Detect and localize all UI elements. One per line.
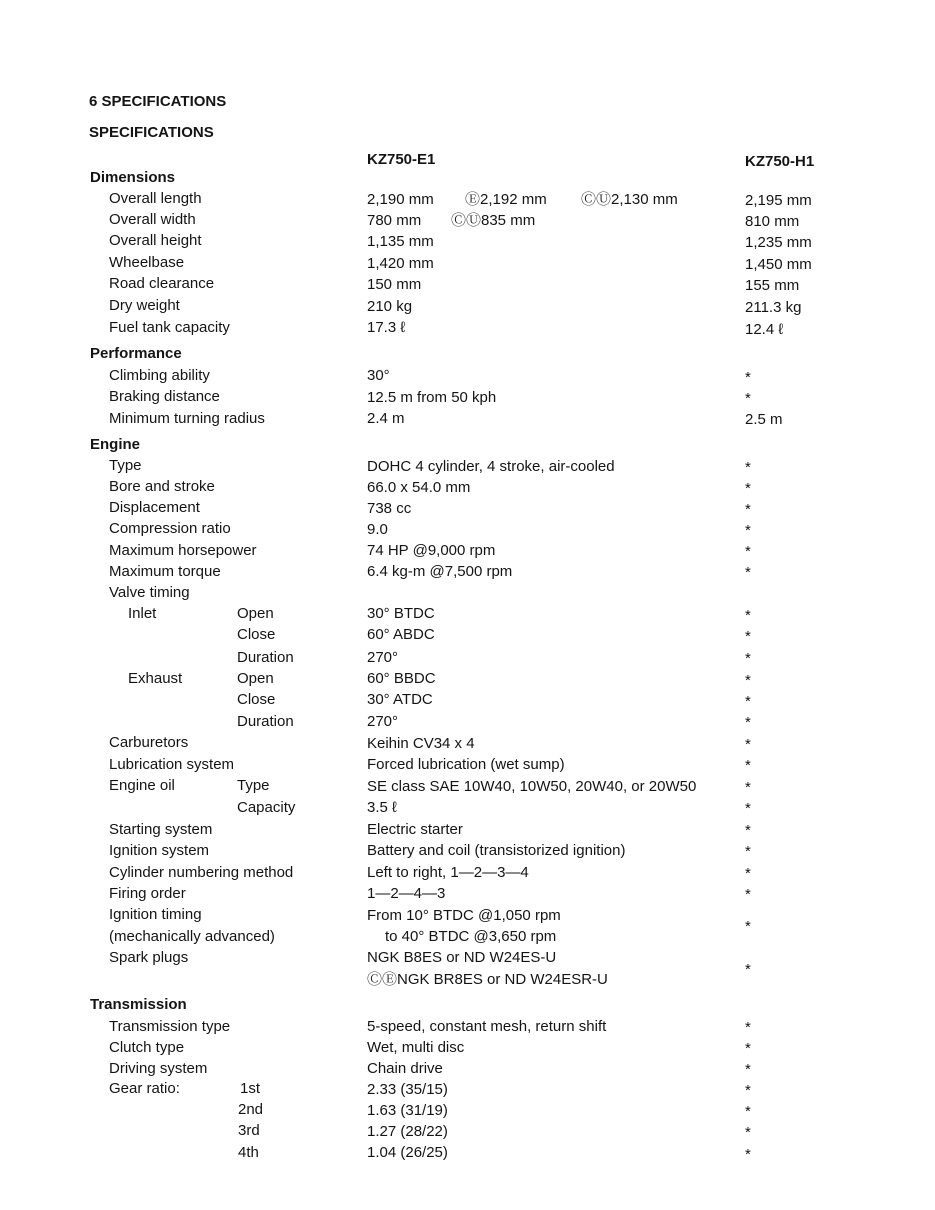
spec-value-h1: *: [745, 522, 751, 539]
spec-label: Ignition timing: [109, 906, 202, 923]
spec-value-e1: Chain drive: [367, 1060, 443, 1077]
spec-value-h1: *: [745, 822, 751, 839]
spec-label: Maximum horsepower: [109, 542, 257, 559]
section-transmission: Transmission: [90, 996, 187, 1013]
spec-label: Carburetors: [109, 734, 189, 751]
spec-value-h1: *: [745, 1019, 751, 1036]
spec-sublabel: Duration: [237, 649, 294, 666]
spec-value-e1: 1—2—4—3: [367, 885, 446, 902]
spec-label: Fuel tank capacity: [109, 319, 230, 336]
spec-value-e1-variant: ⒸⓊ835 mm: [451, 212, 536, 229]
spec-value-h1: 155 mm: [745, 277, 800, 294]
spec-label: Maximum torque: [109, 563, 221, 580]
spec-value-h1: *: [745, 501, 751, 518]
spec-value-e1: Left to right, 1—2—3—4: [367, 864, 529, 881]
spec-value-e1: 30°: [367, 367, 390, 384]
spec-value-e1: 66.0 x 54.0 mm: [367, 479, 471, 496]
spec-value-h1: *: [745, 757, 751, 774]
spec-value-h1: *: [745, 1124, 751, 1141]
spec-value-e1: Electric starter: [367, 821, 463, 838]
spec-value-h1: *: [745, 459, 751, 476]
spec-value-h1: *: [745, 369, 751, 386]
spec-value-e1: 270°: [367, 649, 399, 666]
spec-sublabel: Exhaust: [128, 670, 183, 687]
spec-label: Bore and stroke: [109, 478, 215, 495]
spec-label: Firing order: [109, 885, 186, 902]
spec-value-e1: Battery and coil (transistorized ignition): [367, 842, 626, 859]
spec-value-h1: *: [745, 1040, 751, 1057]
spec-value-h1: *: [745, 672, 751, 689]
spec-label: Minimum turning radius: [109, 410, 265, 427]
spec-label: Valve timing: [109, 584, 190, 601]
spec-value-h1: 810 mm: [745, 213, 800, 230]
spec-value-h1: *: [745, 650, 751, 667]
spec-value-h1: *: [745, 800, 751, 817]
spec-sublabel: Capacity: [237, 799, 296, 816]
spec-value-h1: *: [745, 918, 751, 935]
spec-sublabel: Open: [237, 605, 274, 622]
spec-value-e1: 60° ABDC: [367, 626, 435, 643]
spec-sublabel: Duration: [237, 713, 294, 730]
spec-label: Overall height: [109, 232, 202, 249]
spec-value-e1: 6.4 kg-m @7,500 rpm: [367, 563, 513, 580]
page-title: SPECIFICATIONS: [89, 124, 214, 141]
spec-label: Lubrication system: [109, 756, 235, 773]
spec-sublabel: Type: [237, 777, 270, 794]
spec-value-e1: 738 cc: [367, 500, 412, 517]
spec-value-e1: SE class SAE 10W40, 10W50, 20W40, or 20W50: [367, 778, 697, 795]
spec-value-e1: 2.33 (35/15): [367, 1081, 448, 1098]
spec-value-e1: 2,190 mm: [367, 191, 434, 208]
spec-label: Transmission type: [109, 1018, 231, 1035]
spec-value-h1: *: [745, 628, 751, 645]
spec-value-e1-variant: ⒸⓊ2,130 mm: [581, 191, 678, 208]
spec-value-h1: 1,235 mm: [745, 234, 812, 251]
spec-value-e1: 210 kg: [367, 298, 413, 315]
spec-value-e1: 1.63 (31/19): [367, 1102, 448, 1119]
spec-label: Overall width: [109, 211, 196, 228]
spec-value-e1: DOHC 4 cylinder, 4 stroke, air-cooled: [367, 458, 615, 475]
spec-value-e1: 74 HP @9,000 rpm: [367, 542, 496, 559]
spec-label: Gear ratio:: [109, 1080, 180, 1097]
spec-value-e1: 2.4 m: [367, 410, 405, 427]
spec-value-e1-variant: ⒸⒺNGK BR8ES or ND W24ESR-U: [367, 971, 608, 988]
spec-label: Engine oil: [109, 777, 175, 794]
spec-value-e1: From 10° BTDC @1,050 rpm: [367, 907, 561, 924]
spec-value-e1: NGK B8ES or ND W24ES-U: [367, 949, 557, 966]
spec-value-h1: *: [745, 1061, 751, 1078]
spec-value-h1: *: [745, 693, 751, 710]
spec-value-e1: Keihin CV34 x 4: [367, 735, 475, 752]
spec-value-e1: 12.5 m from 50 kph: [367, 389, 497, 406]
column-header-e1: KZ750-E1: [367, 151, 436, 168]
spec-value-h1: 12.4 ℓ: [745, 321, 784, 338]
spec-value-h1: *: [745, 736, 751, 753]
spec-label: Compression ratio: [109, 520, 231, 537]
spec-value-e1: 5-speed, constant mesh, return shift: [367, 1018, 607, 1035]
spec-value-e1: 780 mm: [367, 212, 422, 229]
spec-value-h1: 211.3 kg: [745, 299, 802, 316]
spec-label: Spark plugs: [109, 949, 189, 966]
spec-value-e1: 270°: [367, 713, 399, 730]
spec-value-e1: 60° BBDC: [367, 670, 436, 687]
spec-label: Starting system: [109, 821, 213, 838]
spec-value-h1: *: [745, 543, 751, 560]
spec-label: Cylinder numbering method: [109, 864, 294, 881]
spec-value-e1: Wet, multi disc: [367, 1039, 465, 1056]
spec-value-h1: *: [745, 390, 751, 407]
spec-value-e1: 1,420 mm: [367, 255, 434, 272]
spec-label: Displacement: [109, 499, 200, 516]
spec-sublabel: Close: [237, 626, 276, 643]
spec-value-h1: *: [745, 480, 751, 497]
spec-value-e1: 30° BTDC: [367, 605, 435, 622]
spec-value-h1: *: [745, 1082, 751, 1099]
spec-value-h1: 2.5 m: [745, 411, 783, 428]
spec-label: Overall length: [109, 190, 202, 207]
spec-value-h1: *: [745, 1103, 751, 1120]
spec-value-e1: 17.3 ℓ: [367, 319, 406, 336]
chapter-heading: 6 SPECIFICATIONS: [89, 93, 227, 110]
spec-sublabel: Inlet: [128, 605, 157, 622]
section-performance: Performance: [90, 345, 182, 362]
spec-value-h1: 1,450 mm: [745, 256, 812, 273]
spec-sublabel: 2nd: [238, 1101, 264, 1118]
column-header-h1: KZ750-H1: [745, 153, 815, 170]
spec-value-h1: *: [745, 886, 751, 903]
section-dimensions: Dimensions: [90, 169, 176, 186]
spec-value-h1: *: [745, 607, 751, 624]
spec-label: Driving system: [109, 1060, 208, 1077]
spec-value-h1: *: [745, 1146, 751, 1163]
spec-label: Dry weight: [109, 297, 180, 314]
spec-value-e1: 3.5 ℓ: [367, 799, 397, 816]
spec-value-e1: to 40° BTDC @3,650 rpm: [385, 928, 557, 945]
spec-value-h1: 2,195 mm: [745, 192, 812, 209]
spec-value-h1: *: [745, 564, 751, 581]
spec-value-h1: *: [745, 865, 751, 882]
spec-label: Clutch type: [109, 1039, 185, 1056]
spec-value-h1: *: [745, 843, 751, 860]
spec-label: (mechanically advanced): [109, 928, 275, 945]
spec-value-e1: 1.04 (26/25): [367, 1144, 448, 1161]
spec-value-e1: 150 mm: [367, 276, 422, 293]
spec-value-h1: *: [745, 961, 751, 978]
spec-value-h1: *: [745, 779, 751, 796]
spec-sublabel: 1st: [240, 1080, 261, 1097]
spec-sublabel: Close: [237, 691, 276, 708]
spec-value-e1-variant: Ⓔ2,192 mm: [465, 191, 547, 208]
spec-label: Wheelbase: [109, 254, 185, 271]
spec-sublabel: Open: [237, 670, 274, 687]
spec-value-e1: 30° ATDC: [367, 691, 433, 708]
spec-value-h1: *: [745, 714, 751, 731]
section-engine: Engine: [90, 436, 141, 453]
spec-value-e1: 1.27 (28/22): [367, 1123, 448, 1140]
spec-sublabel: 4th: [238, 1144, 259, 1161]
spec-label: Braking distance: [109, 388, 220, 405]
spec-value-e1: Forced lubrication (wet sump): [367, 756, 565, 773]
spec-label: Climbing ability: [109, 367, 210, 384]
spec-label: Ignition system: [109, 842, 210, 859]
spec-sublabel: 3rd: [238, 1122, 260, 1139]
spec-value-e1: 9.0: [367, 521, 388, 538]
spec-label: Road clearance: [109, 275, 215, 292]
spec-value-e1: 1,135 mm: [367, 233, 434, 250]
spec-label: Type: [109, 457, 142, 474]
